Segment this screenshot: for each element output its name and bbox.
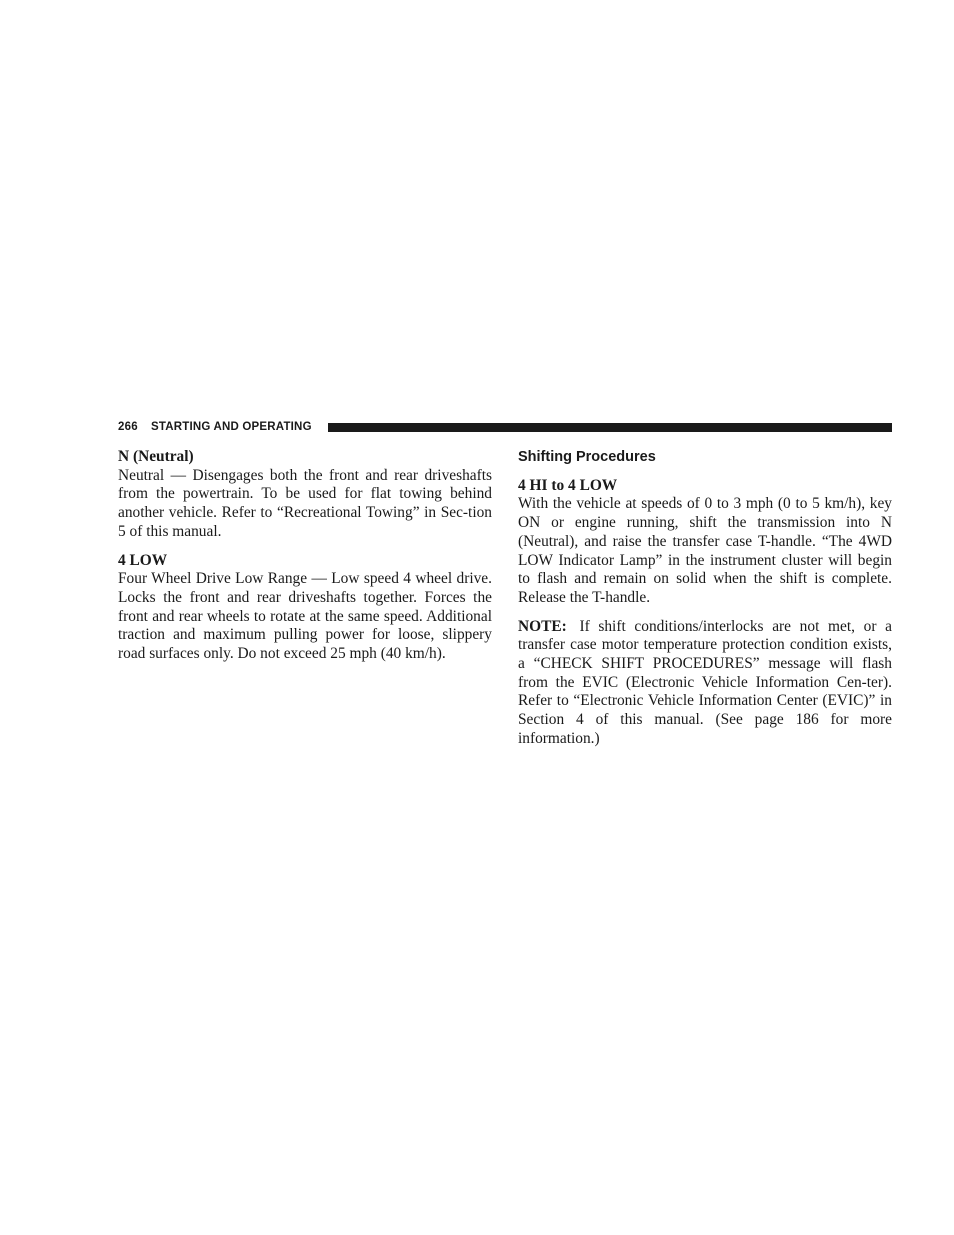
left-column (118, 448, 492, 674)
note-paragraph (518, 618, 892, 749)
note-body: If shift conditions/interlocks are not met, or a transfer case motor temperature protection condition exists, a “CHECK SHIFT PROCEDURES” message will flash from the EVIC (Electronic Vehicle Information Cen-ter). Refer to “Electronic Vehicle Information Center (EVIC)” in Section 4 of this manual. (See page 186 for more information.) (518, 617, 892, 747)
hi-to-low-body: With the vehicle at speeds of 0 to 3 mph (0 to 5 km/h), key ON or engine running, shift the transmission into N (Neutral), and raise the transfer case T-handle. “The 4WD LOW Indicator Lamp” in the instrument cluster will begin to flash and remain on solid when the shift is complete. Release the T-handle. (518, 495, 892, 606)
section-title: STARTING AND OPERATING (151, 421, 312, 433)
neutral-heading: N (Neutral) (118, 448, 194, 465)
header-rule (328, 423, 892, 432)
four-low-body: Four Wheel Drive Low Range — Low speed 4 wheel drive. Locks the front and rear driveshafts together. Forces the front and rear wheels to rotate at the same speed. Additional traction and maximum pulling power for loose, slippery road surfaces only. Do not exceed 25 mph (40 km/h). (118, 570, 492, 663)
page-header (118, 419, 892, 435)
right-column (518, 448, 892, 759)
hi-to-low-heading: 4 HI to 4 LOW (518, 476, 618, 494)
neutral-body: Neutral — Disengages both the front and rear driveshafts from the powertrain. To be used for flat towing behind another vehicle. Refer to “Recreational Towing” in Sec-tion 5 of this manual. (118, 466, 492, 540)
shifting-procedures-heading: Shifting Procedures (518, 449, 656, 465)
four-low-heading: 4 LOW (118, 551, 168, 569)
note-label: NOTE: (518, 617, 567, 635)
page-number: 266 (118, 421, 138, 433)
